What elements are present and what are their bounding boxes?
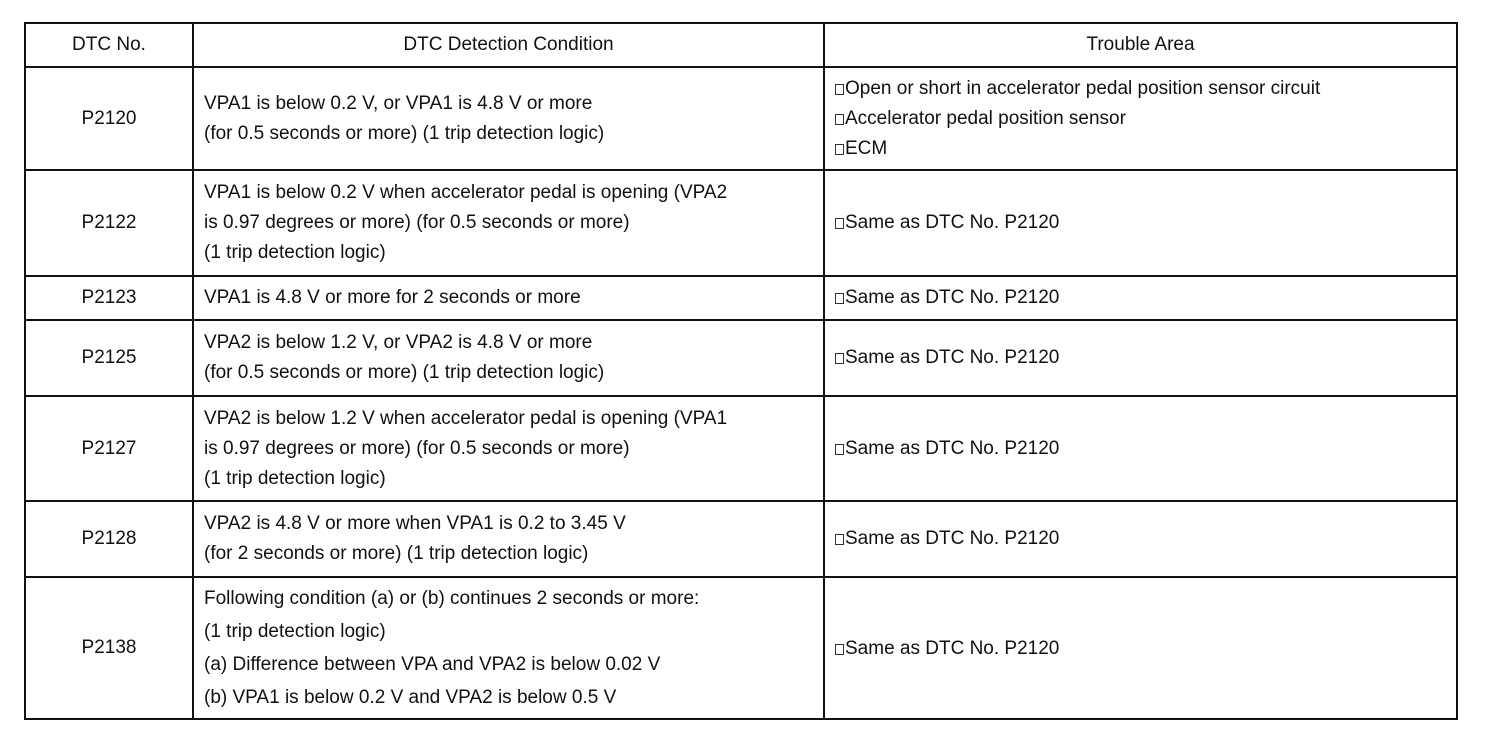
condition-line: VPA1 is 4.8 V or more for 2 seconds or more bbox=[204, 287, 581, 308]
header-row bbox=[25, 23, 1457, 67]
trouble-item bbox=[835, 524, 1446, 554]
trouble-item bbox=[835, 343, 1446, 373]
trouble-item bbox=[835, 632, 1446, 665]
detection-condition bbox=[193, 320, 824, 396]
trouble-text: Open or short in accelerator pedal position sensor circuit bbox=[845, 77, 1321, 99]
trouble-text: Same as DTC No. P2120 bbox=[845, 637, 1060, 659]
trouble-item bbox=[835, 74, 1446, 104]
checkbox-bullet-icon bbox=[835, 644, 844, 655]
dtc-code: P2123 bbox=[25, 276, 193, 320]
dtc-code: P2128 bbox=[25, 501, 193, 577]
dtc-code: P2125 bbox=[25, 320, 193, 396]
trouble-item bbox=[835, 134, 1446, 164]
dtc-code: P2127 bbox=[25, 396, 193, 501]
condition-line: (for 0.5 seconds or more) (1 trip detection logic) bbox=[204, 362, 605, 383]
condition-line: (a) Difference between VPA and VPA2 is below 0.02 V bbox=[204, 654, 661, 675]
condition-line: VPA2 is below 1.2 V when accelerator pedal is opening (VPA1 bbox=[204, 407, 728, 429]
trouble-text: Same as DTC No. P2120 bbox=[845, 212, 1060, 233]
condition-line: VPA2 is 4.8 V or more when VPA1 is 0.2 to 3.45 V bbox=[204, 513, 626, 534]
trouble-text: ECM bbox=[845, 137, 888, 159]
trouble-text: Same as DTC No. P2120 bbox=[845, 287, 1060, 308]
table-row bbox=[25, 320, 1457, 396]
checkbox-bullet-icon bbox=[835, 293, 844, 304]
trouble-text: Same as DTC No. P2120 bbox=[845, 437, 1060, 459]
checkbox-bullet-icon bbox=[835, 144, 844, 155]
table-row bbox=[25, 276, 1457, 320]
detection-condition bbox=[193, 396, 824, 501]
trouble-item bbox=[835, 434, 1446, 464]
detection-condition bbox=[193, 577, 824, 719]
dtc-code: P2120 bbox=[25, 67, 193, 170]
condition-line: VPA1 is below 0.2 V, or VPA1 is 4.8 V or more bbox=[204, 92, 593, 114]
trouble-area bbox=[824, 170, 1457, 276]
header-detection-condition: DTC Detection Condition bbox=[193, 23, 824, 67]
checkbox-bullet-icon bbox=[835, 84, 844, 95]
trouble-item bbox=[835, 208, 1446, 238]
table-row bbox=[25, 501, 1457, 577]
table-row bbox=[25, 396, 1457, 501]
checkbox-bullet-icon bbox=[835, 353, 844, 364]
dtc-table bbox=[24, 22, 1458, 720]
trouble-area bbox=[824, 276, 1457, 320]
trouble-area bbox=[824, 396, 1457, 501]
condition-line: (1 trip detection logic) bbox=[204, 467, 386, 489]
detection-condition bbox=[193, 170, 824, 276]
condition-line: (1 trip detection logic) bbox=[204, 621, 386, 642]
table-row bbox=[25, 170, 1457, 276]
checkbox-bullet-icon bbox=[835, 444, 844, 455]
condition-line: Following condition (a) or (b) continues 2 seconds or more: bbox=[204, 588, 700, 609]
trouble-area bbox=[824, 320, 1457, 396]
trouble-area bbox=[824, 501, 1457, 577]
condition-line: (for 2 seconds or more) (1 trip detection logic) bbox=[204, 543, 589, 564]
condition-line: is 0.97 degrees or more) (for 0.5 seconds or more) bbox=[204, 212, 630, 233]
condition-line: is 0.97 degrees or more) (for 0.5 seconds or more) bbox=[204, 437, 630, 459]
condition-line: VPA2 is below 1.2 V, or VPA2 is 4.8 V or more bbox=[204, 332, 593, 353]
condition-line: (b) VPA1 is below 0.2 V and VPA2 is below 0.5 V bbox=[204, 687, 617, 708]
trouble-text: Accelerator pedal position sensor bbox=[845, 107, 1126, 129]
trouble-area bbox=[824, 67, 1457, 170]
trouble-item bbox=[835, 283, 1446, 313]
checkbox-bullet-icon bbox=[835, 218, 844, 229]
table-row bbox=[25, 577, 1457, 719]
checkbox-bullet-icon bbox=[835, 534, 844, 545]
dtc-code: P2138 bbox=[25, 577, 193, 719]
detection-condition bbox=[193, 67, 824, 170]
trouble-area bbox=[824, 577, 1457, 719]
header-trouble-area: Trouble Area bbox=[824, 23, 1457, 67]
condition-line: (1 trip detection logic) bbox=[204, 242, 386, 263]
trouble-text: Same as DTC No. P2120 bbox=[845, 347, 1060, 368]
condition-line: (for 0.5 seconds or more) (1 trip detection logic) bbox=[204, 122, 605, 144]
table-row bbox=[25, 67, 1457, 170]
trouble-text: Same as DTC No. P2120 bbox=[845, 528, 1060, 549]
condition-line: VPA1 is below 0.2 V when accelerator pedal is opening (VPA2 bbox=[204, 182, 728, 203]
header-dtc-no: DTC No. bbox=[25, 23, 193, 67]
detection-condition bbox=[193, 501, 824, 577]
trouble-item bbox=[835, 104, 1446, 134]
detection-condition bbox=[193, 276, 824, 320]
dtc-code: P2122 bbox=[25, 170, 193, 276]
checkbox-bullet-icon bbox=[835, 114, 844, 125]
